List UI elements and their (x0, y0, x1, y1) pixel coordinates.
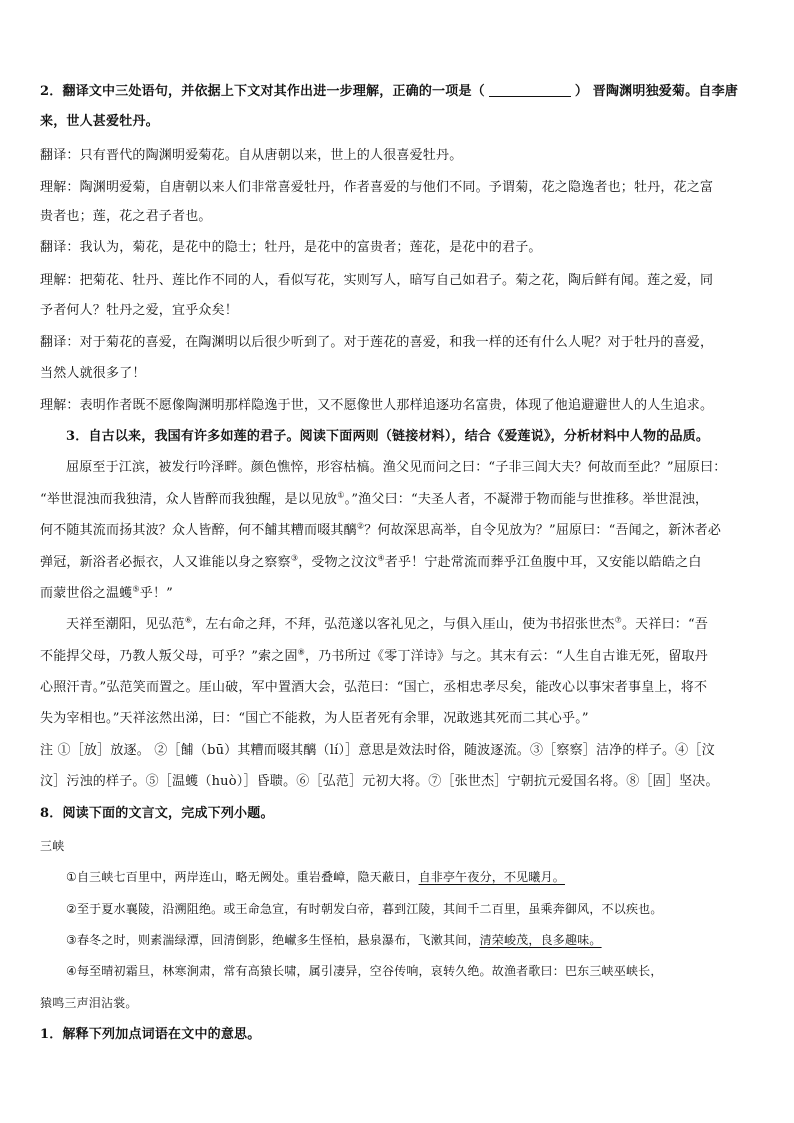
sanxia-para2: ②至于夏水襄陵，沿溯阻绝。或王命急宣，有时朝发白帝，暮到江陵，其间千二百里，虽乘奔御风，不以疾也。 (66, 902, 663, 916)
q2-stem-line2: 来，世人甚爱牡丹。 (40, 114, 159, 129)
q2-stem-text-cont: ） 晋陶渊明独爱菊。自李唐 (574, 84, 738, 99)
option-translation-1: 翻译：只有晋代的陶渊明爱菊花。自从唐朝以来，世上的人很喜爱牡丹。 (40, 148, 463, 163)
footnote-marker: ⑤ (132, 584, 140, 594)
footnote-line1: 注 ①［放］放逐。 ②［餔（bū）其糟而啜其醨（lí）］意思是效法时俗，随波逐流。③［察察］洁净的样子。④［汶 (40, 743, 715, 758)
footnote-marker: ② (356, 521, 365, 531)
passage1-line5: 而蒙世俗之温蠖⑤乎！” (40, 584, 174, 601)
footnote-line2: 汶］污浊的样子。⑤［温蠖（huò）］昏聩。⑥［弘范］元初大将。⑦［张世杰］宁朝抗元爱国名将。⑧［固］坚决。 (40, 774, 719, 789)
q3-stem: 3．自古以来，我国有许多如莲的君子。阅读下面两则（链接材料），结合《爱莲说》，分析材料中人物的品质。 (66, 429, 710, 444)
q8-sub1: 1．解释下列加点词语在文中的意思。 (40, 1027, 261, 1042)
passage1-line2: “举世混浊而我独清，众人皆醉而我独醒，是以见放①。”渔父曰：“夫圣人者，不凝滞于物而能与世推移。举世混浊， (40, 490, 709, 507)
option-translation-2: 翻译：我认为，菊花，是花中的隐士；牡丹，是花中的富贵者；莲花，是花中的君子。 (40, 240, 542, 255)
q2-stem-text: 2．翻译文中三处语句，并依据上下文对其作出进一步理解，正确的一项是（ (40, 84, 485, 99)
option-understanding-3: 理解：表明作者既不愿像陶渊明那样隐逸于世，又不愿像世人那样追逐功名富贵，体现了他追避避世人的人生追求。 (40, 398, 714, 413)
footnote-marker: ⑦ (614, 615, 622, 625)
option-understanding-1-cont: 贵者也；莲，花之君子者也。 (40, 209, 212, 224)
option-translation-3-cont: 当然人就很多了！ (40, 366, 146, 381)
q8-heading: 8．阅读下面的文言文，完成下列小题。 (40, 806, 274, 821)
sanxia-para1: ①自三峡七百里中，两岸连山，略无阙处。重岩叠嶂，隐天蔽日，自非亭午夜分，不见曦月。 (66, 870, 565, 884)
option-understanding-1: 理解：陶渊明爱菊，自唐朝以来人们非常喜爱牡丹，作者喜爱的与他们不同。予谓菊，花之隐逸者也；牡丹，花之富 (40, 180, 714, 195)
passage1-line4: 弹冠，新浴者必振衣，人又谁能以身之察察③，受物之汶汶④者乎！宁赴常流而葬乎江鱼腹中耳，又安能以皓皓之白 (40, 553, 702, 570)
poem-title: 三峡 (40, 839, 65, 853)
footnote-marker: ⑥ (184, 615, 193, 625)
footnote-marker: ① (337, 490, 345, 500)
underlined-sentence: 自非亭午夜分，不见曦月。 (418, 870, 565, 884)
passage2-line4: 失为宰相也。”天祥泫然出涕，曰：“国亡不能救，为人臣者死有余罪，况敢逃其死而二其心乎。” (40, 711, 589, 726)
passage1-line1: 屈原至于江滨，被发行吟泽畔。颜色憔悴，形容枯槁。渔父见而问之曰：“子非三闾大夫？何故而至此？”屈原曰： (66, 460, 727, 475)
passage1-line3: 何不随其流而扬其波？众人皆醉，何不餔其糟而啜其醨②？何故深思高举，自令见放为？”屈原曰：“吾闻之，新沐者必 (40, 521, 722, 538)
footnote-marker: ③ (290, 553, 299, 563)
sanxia-para4: ④每至晴初霜旦，林寒涧肃，常有高猿长啸，属引凄异，空谷传响，哀转久绝。故渔者歌曰：巴东三峡巫峡长， (66, 964, 663, 978)
option-translation-3: 翻译：对于菊花的喜爱，在陶渊明以后很少听到了。对于莲花的喜爱，和我一样的还有什么人呢？对于牡丹的喜爱， (40, 335, 714, 350)
underlined-sentence: 清荣峻茂，良多趣味。 (479, 933, 602, 947)
passage2-line2: 不能捍父母，乃教人叛父母，可乎？”索之固⑧，乃书所过《零丁洋诗》与之。其末有云：“人生自古谁无死，留取丹 (40, 647, 708, 664)
footnote-marker: ⑧ (297, 647, 306, 657)
footnote-marker: ④ (377, 553, 385, 563)
passage2-line1: 天祥至潮阳，见弘范⑥，左右命之拜，不拜，弘范遂以客礼见之，与俱入厓山，使为书招张世杰⑦。天祥曰：“吾 (66, 615, 709, 632)
q2-stem-line1 (40, 82, 758, 102)
sanxia-para3: ③春冬之时，则素湍绿潭，回清倒影，绝𪩘多生怪柏，悬泉瀑布，飞漱其间，清荣峻茂，良多趣味。 (66, 933, 602, 947)
sanxia-para4-cont: 猿鸣三声泪沾裳。 (40, 996, 138, 1010)
answer-blank[interactable] (489, 82, 571, 97)
option-understanding-2: 理解：把菊花、牡丹、莲比作不同的人，看似写花，实则写人，暗写自己如君子。菊之花，陶后鲜有闻。莲之爱，同 (40, 273, 714, 288)
option-understanding-2-cont: 予者何人？牡丹之爱，宜乎众矣！ (40, 303, 239, 318)
passage2-line3: 心照汗青。”弘范笑而置之。厓山破，军中置酒大会，弘范曰：“国亡，丞相忠孝尽矣，能改心以事宋者事皇上，将不 (40, 680, 708, 695)
